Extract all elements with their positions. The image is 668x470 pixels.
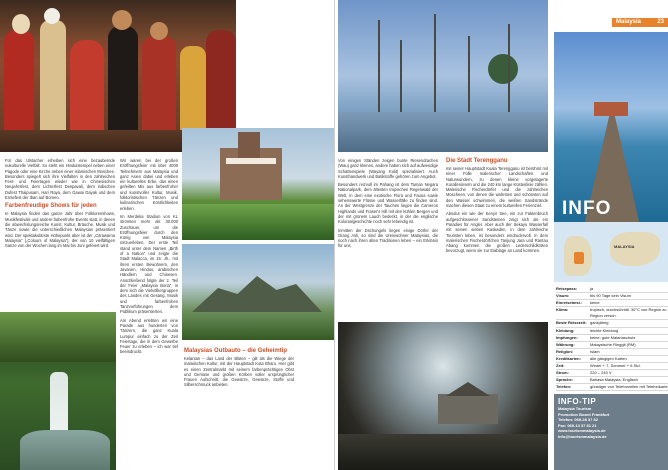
info-row-value: 220 – 240 V xyxy=(590,370,612,376)
info-tip-line: Malaysia Tourism xyxy=(558,406,592,411)
info-row xyxy=(556,328,668,335)
info-row xyxy=(556,335,668,342)
middle-column xyxy=(184,346,294,470)
info-row-value: tropisch, durchschnittl. 30°C von Region zu Region versch. xyxy=(590,307,667,319)
info-row-value: leichte Kleidung xyxy=(590,327,619,333)
info-row xyxy=(556,377,668,384)
right-col1-paragraph-3: Inmitten der Dschungels liegen einige Dörfer der Orang Asli, so sind die Ureinwohner Malaysias, die noch nach ihren alten Traditionen leben – ein Erlebnis für uns. xyxy=(338,227,438,249)
info-row xyxy=(556,363,668,370)
terengganu-paragraph-1: mit seiner Hauptstadt Kuala Terengganu ist berühmt mit einer Fülle malerischer Landschaften und Naturwundern, zu denen kleine vorgelagerte Koralleninseln und die 240 km lange Küstenlinie zählen. Malerische Fischerdörfer und die zahlreichen Moscheen, von denen die wahrsten und schönsten auf den Wasser schwimmen, die weißen Sandstrände machen diesen Staat zu einem kulturellen Ferienziel. xyxy=(446,166,548,209)
info-row-key: Kreditkarten: xyxy=(556,355,581,361)
info-tip-lines xyxy=(558,406,664,440)
page-gutter xyxy=(334,0,335,470)
col2-paragraph-3: Am Abend erlebten wir eine Parade aus hunderten von Tänzern, die ganz Kuala Lumpur einfach zu der Zeit Feiertage, die in dem Gewerbe Feuer zu erleben – ich war tief beeindruckt. xyxy=(120,317,178,355)
info-row xyxy=(556,293,668,300)
shows-text: In Malaysia finden das ganze Jahr über Folklorenshows, Musikfestivals und andere farbenfrohe Events statt, in denen die abwechslungsreiche Kunst, Kultur, Bräuche, Musik und Tänze sowie die unterschiedlichen Malaysias präsentiert wird. Der spektakulärste Höhepunkt aber ist der „Citrawarna Malaysia“ („Colours of Malaysia“), der von 10 vielfältigen Sanze von der Wochen lang im Mai bis Juni gefeiert wird. xyxy=(5,211,115,249)
info-row-value: günstiger von Telefonzellen mit Telefonkarte xyxy=(590,384,668,390)
info-row-key: Telefon: xyxy=(556,384,572,390)
malaysia-map xyxy=(554,222,668,282)
info-row-value: Bahasa Malaysia, Englisch xyxy=(590,377,638,383)
info-row-value: bis 90 Tage kein Visum xyxy=(590,293,631,299)
info-row-key: Religion: xyxy=(556,348,574,354)
info-row xyxy=(556,286,668,293)
country-badge xyxy=(612,18,668,27)
left-column-2 xyxy=(120,158,178,470)
info-tip-line: info@tourismmalaysia.de xyxy=(558,433,607,439)
info-tip-line: Telefon: 069-28 37 82 xyxy=(558,417,598,423)
info-row-key: Visum: xyxy=(556,293,570,299)
page-number: 23 xyxy=(657,19,664,25)
section-heading-shows: Farbenfreudige Shows für jeden xyxy=(5,203,97,210)
info-tip-line: Fax: 069-13 37 81 21 xyxy=(558,422,597,428)
info-title: INFO xyxy=(562,198,612,219)
col2-paragraph-1: Wir waren bei der großen Eröffnungsfeier mit über 4000 Teilnehmern aus Malaysia und ganz Asien dabei und erleben ein kulturelles Erbe, das einen gefeilten Mix aus farbenfroher und kunstvoller Kultur, Musik, folkloristischen Tänzen und kulinarischen Köstlichkeiten erleben. xyxy=(120,158,178,211)
info-tip-line: Promotion Board Frankfurt xyxy=(558,411,610,417)
info-row-value: Islam xyxy=(590,348,600,354)
info-row-key: Beste Reisezeit: xyxy=(556,320,587,326)
badge-label: Malaysia xyxy=(616,19,642,25)
info-row-value: keine; gute Malariaschutz xyxy=(590,334,636,340)
section-heading-terengganu: Die Stadt Terengganu xyxy=(446,158,508,164)
info-row-key: Reisepass: xyxy=(556,286,578,291)
info-row xyxy=(556,370,668,377)
info-row-value: ja xyxy=(590,286,594,291)
intro-text: Für das Ulstacher erheiben sich eine bezaubernde nukulturelle Vielfalt. So steht ein Hinduistempel neben einer Pagode oder eine Kirche neben einer islamischen Moschee. Besonders spiegelt sich ihre Vielfalten in den zahlreichen Fest- und Feiertagen wieder wie in Chinesischen Neujahrsfest, dem Lichterfest Deepavali, dem indischen Dufest Thaipusam, Hari Raya, dem Gawai Dayak und dem Erntefest der Iban auf Borneo. xyxy=(5,158,115,201)
right-column-2 xyxy=(446,156,548,316)
info-row-value: Winter + 7, Sommer + 6 Std. xyxy=(590,363,641,369)
info-row xyxy=(556,307,668,320)
info-row xyxy=(556,349,668,356)
info-row-key: Kleidung: xyxy=(556,327,575,333)
info-row xyxy=(556,342,668,349)
info-row-key: Impfungen: xyxy=(556,334,578,340)
info-row xyxy=(556,300,668,307)
info-row-key: Währung: xyxy=(556,341,575,347)
map-label: MALAYSIA xyxy=(614,244,635,249)
info-row-value: keine xyxy=(590,300,600,306)
kelantan-text: Kelantan – das Land der Blüten – gilt als die Wiege der malaiischen Kultur, mit der Hauptstadt Kota Bharu. Hier gibt es einen Zentralmarkt mit seinem farbenprächtigen Obst und Gemüse und großen Körben voller ursprünglicher Frauen Aufschnitt, die Gewürze, Gewürze, Stoffe und Silberschmuck anbieten. xyxy=(184,356,294,388)
info-row-value: Malaysische Ringgit (RM) xyxy=(590,341,636,347)
pier-photo xyxy=(554,32,668,222)
cave-photo xyxy=(338,322,548,470)
info-row-value: ganzjährig xyxy=(590,320,609,326)
info-row-key: Sprache: xyxy=(556,377,574,383)
colonial-building-photo xyxy=(182,128,334,240)
info-row xyxy=(556,356,668,363)
info-table xyxy=(556,286,668,391)
section-heading-geheimtip: Malaysias Outbauto – die Geheimtip xyxy=(184,348,288,354)
col2-paragraph-2: Im Merdeka Stadion von KL strömten mehr als 30.000 Zuschauer, um die Eröffnungsfeier durch den König von Malaysia mitzuerleben. Der erste Teil stand unter dem Namen „Birth of a Nation“ und zeigte die Stadt Malacca, im 15. Jh., mit ihren ersten Bewohnern, den Javanen, Hindus, arabischen Händlern und Chinesen. Anschließend folgte der 2. Teil der Feier „Malaysia Boria“, in dem sich die Vielvölkergruppen des Landes mit Gesang, Musik und farbenfrohen Tanzvorführungen dem Publikum präsentierten. xyxy=(120,213,178,315)
info-tip-line: www.tourismmalaysia.de xyxy=(558,428,606,434)
left-column-1 xyxy=(5,158,115,308)
right-column-1 xyxy=(338,158,438,318)
info-row-key: Klima: xyxy=(556,307,569,313)
right-col1-paragraph-1: Von einigen Ständen zeigen bunte Riesendrachen (Wau) ganz kleinen, andere haben sich auf aufwendige Schattenspiele (Wayang Kulit) spezialisiert. Auch Kunsthandwerk und Batikstoffe gehören zum Angebot. xyxy=(338,158,438,179)
info-tip-box xyxy=(554,394,668,470)
lake-photo xyxy=(338,0,548,152)
waterfall-photo xyxy=(0,312,116,470)
info-row-key: Strom: xyxy=(556,370,569,376)
info-row-key: Zeit: xyxy=(556,363,565,369)
info-row xyxy=(556,320,668,327)
info-row-value: alle gängigen Karten xyxy=(590,355,627,361)
info-tip-title: INFO-TIP xyxy=(558,397,597,406)
mountain-photo xyxy=(182,244,334,340)
info-row-key: Einreisebest.: xyxy=(556,300,583,306)
info-row xyxy=(556,384,668,391)
right-col1-paragraph-2: Besonders reizvoll im Pahang ist dem Taman Negara Nationalpark, dem ältesten tropischen Regenwald der Welt, in dem eine exotische Flora und Fauna sowie sehenswerte Flüsse und Wasserfälle zu finden sind. An der Westgrenze der Tauchen liegen die Cameron Highlands und Fraser's Hill mit den kühlen Bergen und der mit grünem Lauch bedeckt, in der die englische Kolonialgeschichte noch sehr lebendig ist. xyxy=(338,182,438,225)
terengganu-paragraph-2: Absolut ein wie der Kenyir See, ein zur Faktenbruch aufgeschlüssener Sandsteinen zeigt sich als ein Paradies für Angler. Aber auch der Sekayu Wasserfall mit seinen sieben Kaskaden, in dem zahlreiche Touristen leben, ist besonders eindrucksvoll. In dem malerischen Fischerdörfchen Tanjung Jara und Rantau Abang kommen die großen Lederschildkröten bevorzugt, wenn sie zur Eiablage an Land kommen. xyxy=(446,211,548,254)
